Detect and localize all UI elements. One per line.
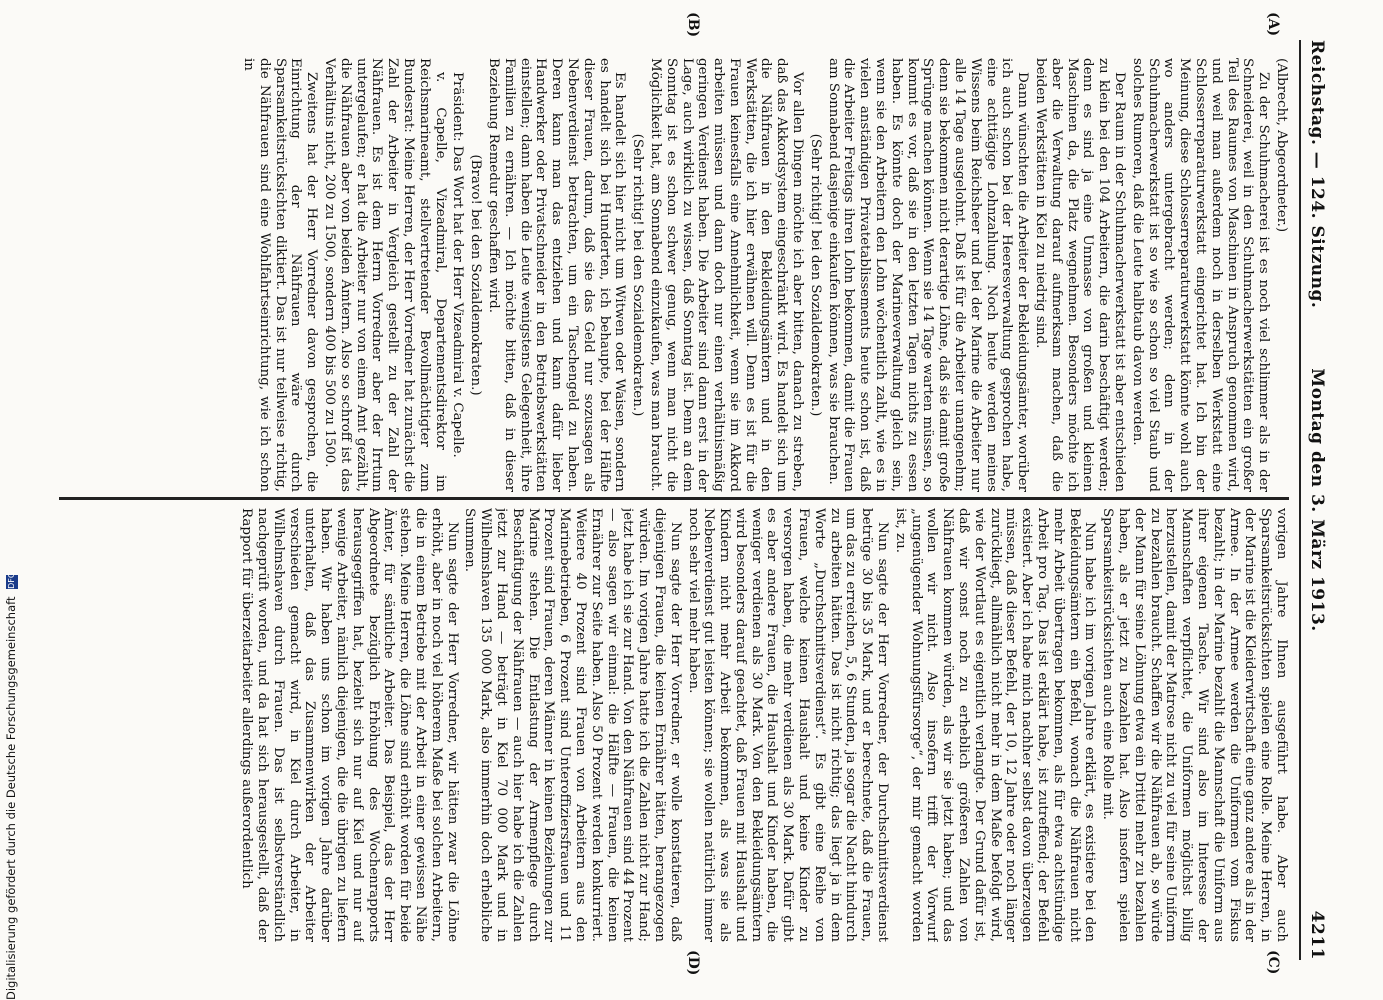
paragraph: v. Capelle, Vizeadmiral, Departementsdirektor im Reichsmarineamt, stellvertretender Bevollmächtigter zum Bundesrat: Meine Herren, der Herr Vorredner hat zunächst die Zahl der Arbeiter in Vergleich gestellt zu der Zahl der Nähfrauen. Es ist dem Herrn Vorredner aber der Irrtum untergelaufen; er hat die Arbeiter nur von einem Amt gezählt, die Nähfrauen aber von beiden Ämtern. Also so schroff ist das Verhältnis nicht, 200 zu 1500, sondern 400 bis 500 zu 1500. [321, 58, 448, 492]
paragraph: Nun habe ich im vorigen Jahre erklärt, es existiere bei den Bekleidungsämtern ein Befehl, wonach die Nähfrauen nicht mehr Arbeit übertragen bekommen, als für etwa achtstündige Arbeit pro Tag. Das ist erklärt habe, ist zutreffend; der Befehl existiert. Aber ich habe mich nachher selbst davon überzeugen müssen, daß dieser Befehl, der 10, 12 Jahre oder noch länger zurückliegt, allmählich nicht mehr in dem Maße befolgt wird, wie der Wortlaut es eigentlich verlangte. Der Grund dafür ist, daß wir sonst noch zu erheblich größeren Zahlen von Nähfrauen kommen würden, als wir sie jetzt haben; und das wollen wir nicht. Also insofern trifft der Vorwurf „ungenügender Wohnungsfürsorge“, der mir gemacht worden ist, zu. [892, 508, 1098, 942]
interjection: (Sehr richtig! bei den Sozialdemokraten.) [630, 133, 646, 417]
page-number: 4211 [1307, 910, 1327, 960]
paragraph: Nun sagte der Herr Vorredner, wir hätten zwar die Löhne erhöht, aber in noch viel höherem Maße bei solchen Arbeitern, die in einem Betriebe mit der Arbeit in einer gewissen Nähe stehen. Meine Herren, die Löhne sind erhöht worden für beide Ämter, für sämtliche Arbeiter. Das Beispiel, das der Herr Abgeordnete bezüglich Erhöhung des Wochenrapports herausgegriffen hat, bezieht sich nur auf Kiel und nur auf wenige Arbeiter, nämlich diejenigen, die die übrigen zu liefern haben. Wir haben uns schon im vorigen Jahre darüber unterhalten, daß das Zusammenwirken der Arbeiter verschieden gemacht wird, in Kiel durch Arbeiter, in Wilhelmshaven durch Frauen. Das ist selbstverständlich nachgeprüft worden, und da hat sich herausgestellt, daß der Rapport für überzeitarbeiter allerdings außerordentlich [239, 508, 460, 942]
paragraph: vorigen Jahre Ihnen ausgeführt habe. Aber auch Sparsamkeitsrücksichten spielen eine Rolle. Meine Herren, in der Marine ist die Kleiderwirtschaft eine ganz andere als in der Armee. In der Armee werden die Uniformen vom Fiskus bezahlt; in der Marine bezahlt die Mannschaft die Uniform aus ihrer eigenen Tasche. Wir sind also im Interesse der Mannschaften verpflichtet, die Uniformen möglichst billig herzustellen, damit der Matrose nicht zu viel für seine Uniform zu bezahlen braucht. Schaffen wir die Nähfrauen ab, so würde der Mann für seine Löhnung etwa ein Drittel mehr zu bezahlen haben, als er jetzt zu bezahlen hat. Also insofern spielen Sparsamkeitsrücksichten auch eine Rolle mit. [1100, 508, 1289, 942]
newspaper-sheet [29, 0, 1341, 1000]
margin-letter-c: (C) [1265, 950, 1281, 975]
interjection: (Bravo! bei den Sozialdemokraten.) [468, 154, 484, 396]
paragraph: Dann wünschten die Arbeiter der Bekleidungsämter, worüber ich auch schon bei der Heeresverwaltung gesprochen habe, eine achttägige Lohnzahlung. Noch heute werden meines Wissens beim Reichsheer und bei der Marine die Arbeiter nur alle 14 Tage ausgelohnt. Daß ist für die Arbeiter unangenehm; denn sie bekommen nicht derartige Löhne, daß sie damit große Sprünge machen können. Wenn sie 14 Tage warten müssen, so kommt es vor, daß sie in den letzten Tagen nichts zu essen haben. Es könnte doch der Marineverwaltung gleich sein, wenn sie den Arbeitern den Lohn wöchentlich zahlt, wie es in vielen anständigen Privatetablissements heute schon ist, daß die Arbeiter Freitags ihren Lohn bekommen, damit die Frauen am Sonnabend dasjenige einkaufen können, was sie brauchen. [825, 58, 1031, 492]
margin-letter-d: (D) [685, 950, 701, 976]
dfg-logo: DFG [6, 571, 16, 589]
funder-note-text: Digitalisierung gefördert durch die Deutsche Forschungsgemeinschaft [4, 596, 18, 1000]
paragraph: Nun sagte der Herr Vorredner, der Durchschnittsverdienst betrüge 30 bis 35 Mark, und er berechnete, daß die Frauen, um das zu erreichen, 5, 6 Stunden, ja sogar die Nacht hindurch zu arbeiten hätten. Das ist nicht richtig; das liegt ja in dem Worte „Durchschnittsverdienst“. Es gibt eine Reihe von Frauen, welche keinen Haushalt und keine Kinder zu versorgen haben, die mehr verdienen als 30 Mark. Dafür gibt es aber andere Frauen, die Haushalt und Kinder haben, die weniger verdienen als 30 Mark. Von den Bekleidungsämtern wird besonders darauf geachtet, daß Frauen mit Haushalt und Kindern nicht mehr Arbeit bekommen, als was sie als Nebenverdienst gut leisten können; sie wollen natürlich immer noch sehr viel mehr haben. [685, 508, 891, 942]
header-rule [1299, 40, 1301, 960]
column-divider [59, 497, 1289, 500]
interjection: (Sehr richtig! bei den Sozialdemokraten.) [807, 133, 823, 417]
speaker-label: (Albrecht, Abgeordneter.) [1274, 58, 1289, 233]
paragraph: Der Raum in der Schuhmacherwerkstatt ist aber entschieden zu klein bei den 104 Arbeitern, die darin beschäftigt werden; denn es sind ja eine Unmasse von großen und kleinen Maschinen da, die Platz wegnehmen. Besonders möchte ich aber die Verwaltung darauf aufmerksam machen, daß die beiden Werkstätten in Kiel zu niedrig sind. [1033, 58, 1128, 492]
paragraph: Vor allen Dingen möchte ich aber bitten, danach zu streben, daß das Akkordsystem eingeschränkt wird. Es handelt sich um die Nähfrauen in den Bekleidungsämtern und in den Werkstätten, die ich hier erwähnen will. Denn es ist für die Frauen keinesfalls eine Annehmlichkeit, wenn sie im Akkord arbeiten müssen und dann doch nur einen verhältnismäßig geringen Verdienst haben. Die Arbeiter sind dann erst in der Lage, auch wirklich zu wissen, daß Sonntag ist. Denn an dem Sonntag ist es schon schwer genug, wenn man nicht die Möglichkeit hat, am Sonnabend einzukaufen, was man braucht. [647, 58, 806, 492]
paragraph: Zu der Schuhmacherei ist es noch viel schlimmer als in der Schneiderei, weil in den Schuhmacherwerkstätten ein großer Teil des Raumes von Maschinen in Anspruch genommen wird, und weil man außerdem noch in derselben Werkstatt eine Schlosserreparaturwerkstatt eingerichtet hat. Ich bin der Meinung, diese Schlosserreparaturwerkstatt könnte wohl auch wo anders untergebracht werden; denn in der Schuhmacherwerkstatt ist so wie so schon so viel Staub und solches Rumoren, daß die Leute halbtaub davon werden. [1129, 58, 1272, 492]
text-column-left [59, 58, 1289, 492]
funder-note [4, 10, 20, 1000]
header-left: Reichstag. — 124. Sitzung. [1307, 40, 1327, 309]
margin-letter-b: (B) [685, 12, 701, 38]
paragraph: Nun sagte der Herr Vorredner, er wolle konstatieren, daß diejenigen Frauen, die keinen Ernährer hätten, herangezogen würden. Im vorigen Jahre hatte ich die Zahlen nicht zur Hand; jetzt habe ich sie zur Hand. Von den Nähfrauen sind 44 Prozent — also sagen wir einmal: die Hälfte — Frauen, die keinen Ernährer zur Seite haben. Also 50 Prozent werden konkurriert. Weitere 40 Prozent sind Frauen von Arbeitern aus den Marinebetrieben, 6 Prozent sind Unteroffiziersfrauen und 11 Prozent sind Frauen, deren Männer in keinen Beziehungen zur Marine stehen. Die Entlastung der Armenpflege durch Beschäftigung der Nähfrauen — auch hier habe ich die Zahlen jetzt zur Hand — beträgt in Kiel 70 000 Mark und in Wilhelmshaven 135 000 Mark, also immerhin doch erhebliche Summen. [462, 508, 683, 942]
president-remark: Präsident: Das Wort hat der Herr Vizeadmiral v. Capelle. [450, 72, 466, 458]
paragraph: Zweitens hat der Herr Vorredner davon gesprochen, die Einrichtung der Nähfrauen wäre durch Sparsamkeitsrücksichten diktiert. Das ist nur teilweise richtig, die Nähfrauen sind eine Wohlfahrtseinrichtung, wie ich schon in [241, 58, 320, 492]
page-header [1303, 40, 1329, 960]
text-column-right [59, 508, 1289, 942]
margin-letter-a: (A) [1265, 12, 1281, 37]
header-date: Montag den 3. März 1913. [1307, 368, 1327, 632]
paragraph: Es handelt sich hier nicht um Witwen oder Waisen, sondern es handelt sich bei Hunderten, ich behaupte, bei der Hälfte dieser Frauen, darum, daß sie das Geld nur sozusagen als Nebenverdienst betrachten, um ein Taschengeld zu haben. Deren kann man das entziehen und kann dafür lieber Handwerker oder Privatschneider in den Betriebswerkstätten einstellen; dann haben die Leute wenigstens Gelegenheit, ihre Familien zu ernähren. — Ich möchte bitten, daß in dieser Beziehung Remedur geschaffen wird. [485, 58, 628, 492]
